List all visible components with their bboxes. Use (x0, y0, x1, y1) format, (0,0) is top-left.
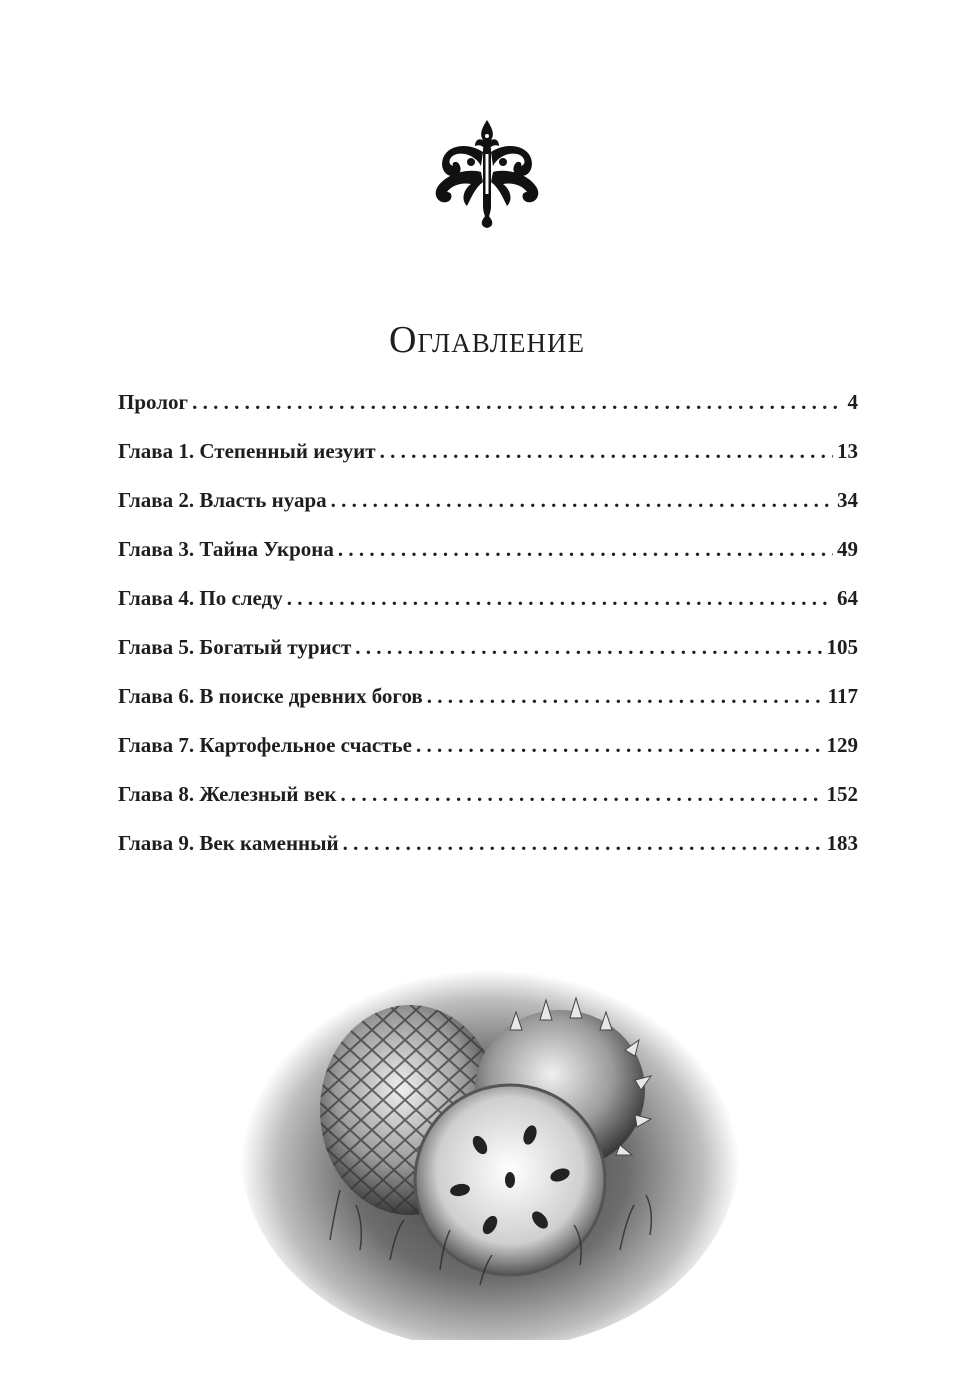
toc-leader-dots (343, 831, 823, 856)
toc-leader-dots (341, 782, 823, 807)
toc-leader-dots (416, 733, 823, 758)
toc-entry-page: 49 (837, 537, 858, 561)
toc-entry-label: Глава 3. Тайна Укрона (118, 537, 334, 561)
toc-entry-page: 152 (826, 782, 858, 806)
toc-entry-label: Глава 4. По следу (118, 586, 283, 610)
toc-entry (118, 635, 858, 684)
toc-entry-label: Глава 7. Картофельное счастье (118, 733, 412, 757)
toc-entry (118, 684, 858, 733)
toc-entry-page: 64 (837, 586, 858, 610)
toc-entry-label: Глава 1. Степенный иезуит (118, 439, 376, 463)
toc-entry-label: Пролог (118, 390, 189, 414)
fruit-illustration (240, 920, 740, 1340)
toc-leader-dots (331, 488, 833, 513)
page-title: Оглавление (388, 319, 586, 361)
toc-entry (118, 537, 858, 586)
toc-leader-dots (380, 439, 833, 464)
toc-entry-page: 34 (837, 488, 858, 512)
toc-leader-dots (355, 635, 822, 660)
toc-leader-dots (192, 390, 843, 415)
toc-entry (118, 782, 858, 831)
toc-entry (118, 586, 858, 635)
toc-entry (118, 439, 858, 488)
toc-leader-dots (427, 684, 824, 709)
toc-entry-label: Глава 2. Власть нуара (118, 488, 327, 512)
toc-entry-page: 105 (826, 635, 858, 659)
toc-entry-page: 129 (826, 733, 858, 757)
toc-entry-page: 4 (847, 390, 858, 414)
toc-leader-dots (287, 586, 833, 611)
toc-leader-dots (338, 537, 833, 562)
fleuron-icon (427, 118, 547, 230)
toc-entry (118, 390, 858, 439)
toc-entry (118, 733, 858, 782)
toc-entry-page: 117 (827, 684, 858, 708)
table-of-contents (118, 390, 858, 880)
toc-entry (118, 831, 858, 880)
toc-entry-label: Глава 5. Богатый турист (118, 635, 352, 659)
toc-entry-label: Глава 9. Век каменный (118, 831, 339, 855)
toc-entry-label: Глава 8. Железный век (118, 782, 337, 806)
toc-entry-label: Глава 6. В поиске древних богов (118, 684, 423, 708)
toc-entry (118, 488, 858, 537)
toc-entry-page: 183 (826, 831, 858, 855)
toc-entry-page: 13 (837, 439, 858, 463)
